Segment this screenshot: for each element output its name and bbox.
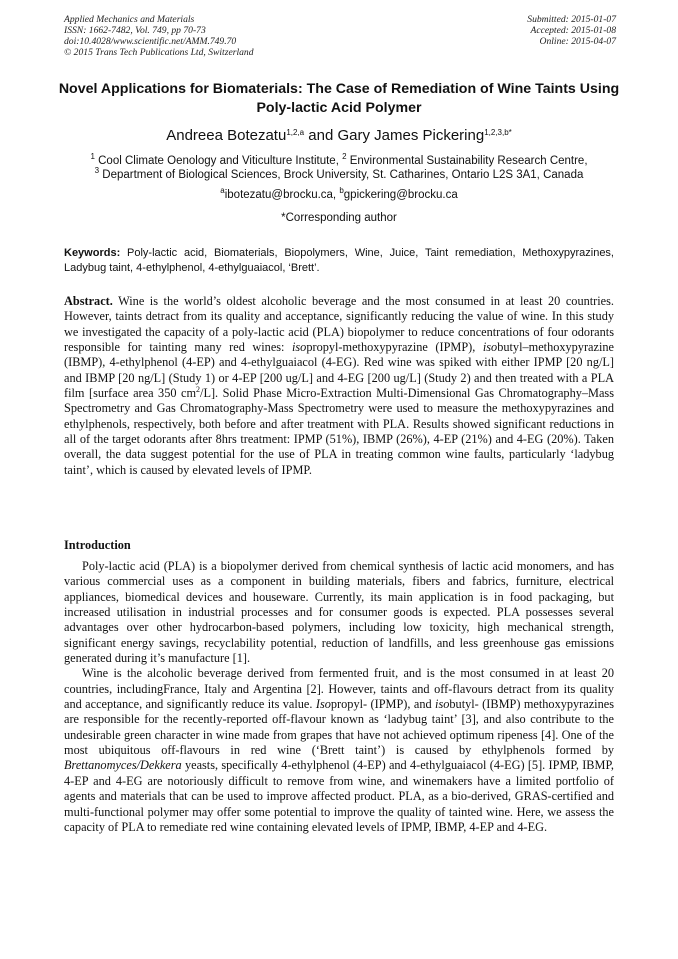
- paragraph-text: butyl- (IBMP) methoxypyrazines are responsible for the recently-reported off-flavour known as ‘ladybug taint’ [3], and also contribute to the undesirable green character in wine made from grapes that have not achieved optimum ripeness [4]. One of the most ubiquitous off-flavours in red wine (‘Brett taint’) is caused by ethylphenols formed by: [64, 697, 614, 758]
- paper-title: Novel Applications for Biomaterials: The Case of Remediation of Wine Taints Using Poly-lactic Acid Polymer: [58, 81, 620, 116]
- keywords-label: Keywords:: [64, 247, 121, 259]
- author-conjunction: and: [304, 127, 338, 144]
- email-address: gpickering@brocku.ca: [343, 189, 458, 201]
- affiliation-text: Department of Biological Sciences, Brock University, St. Catharines, Ontario L2S 3A1, Canada: [99, 169, 584, 181]
- introduction-paragraph-2: [64, 666, 614, 835]
- abstract: [64, 294, 614, 478]
- email-marker: b: [339, 186, 344, 195]
- paragraph-italic: iso: [435, 697, 450, 712]
- affiliation-text: Environmental Sustainability Research Centre,: [346, 155, 588, 167]
- paragraph-italic: Brettanomyces/Dekkera: [64, 758, 182, 773]
- introduction-body: [64, 559, 614, 835]
- affiliation-marker: 3: [94, 166, 100, 175]
- author-name: Gary James Pickering: [337, 127, 485, 144]
- abstract-label: Abstract.: [64, 294, 113, 308]
- submitted-date: Submitted: 2015-01-07: [527, 14, 616, 25]
- abstract-text: Wine is the world’s oldest alcoholic beverage and the most consumed in at least 20 countries. However, taints detract from its quality and acceptance, significantly reducing the value of wine. In this study we investigated the capacity of a poly-lactic acid (PLA) biopolymer to reduce concentrations of four odorants responsible for tainting many red wines:: [64, 294, 614, 355]
- author-name: Andreea Botezatu: [166, 127, 287, 144]
- affiliation-text: Cool Climate Oenology and Viticulture Institute,: [94, 155, 343, 167]
- paragraph-italic: Iso: [315, 697, 331, 712]
- abstract-text: /L]. Solid Phase Micro-Extraction Multi-Dimensional Gas Chromatography–Mass Spectrometry and Gas Chromatography-Mass Spectrometry were used to measure the methoxypyrazines and ethylphenols, respectively, both before and after treatment with PLA. Results showed significant reductions in all of the target odorants after 8hrs treatment: IPMP (51%), IBMP (26%), 4-EP (21%) and 4-EG (20%). Taken overall, the data suggest potential for the use of PLA in treating common wine faults, particularly ‘ladybug taint’, which is caused by elevated levels of IPMP.: [64, 386, 614, 477]
- affiliation-marker: 1: [90, 152, 95, 161]
- introduction-paragraph-1: Poly-lactic acid (PLA) is a biopolymer derived from chemical synthesis of lactic acid monomers, and has various commercial uses as a component in building materials, fibers and fabrics, furniture, electrical appliances, biomedical devices and houseware. Currently, its main application is in food packaging, but increased utilisation in industrial processes and for consumer goods is expected. PLA possesses several advantages over other hydrocarbon-based polymers, including low toxicity, high mechanical strength, significant energy savings, recyclability potential, reduction of landfills, and less greenhouse gas emissions generated during it’s manufacture [1].: [64, 559, 614, 666]
- paragraph-text: Wine is the alcoholic beverage derived from fermented fruit, and is the most consumed in at least 20 countries, includingFrance, Italy and Argentina [2]. However, taints and off-flavours detract from its quality and acceptance, and significantly reduce its value.: [64, 666, 614, 712]
- paragraph-text: yeasts, specifically 4-ethylphenol (4-EP) and 4-ethylguaiacol (4-EG) [5]. IPMP, IBMP, 4-EP and 4-EG are notoriously difficult to remove from wine, and winemakers have a limited portfolio of agents and materials that can be used to improve affected product. PLA, as a bio-derived, GRAS-certified and multi-functional polymer may offer some potential to improve the quality of tainted wine. Here, we assess the capacity of PLA to remediate red wine containing elevated levels of IPMP, IBMP, 4-EP and 4-EG.: [64, 758, 614, 834]
- author-superscript: 1,2,a: [286, 128, 305, 137]
- keywords: [64, 246, 614, 275]
- keywords-text: Poly-lactic acid, Biomaterials, Biopolymers, Wine, Juice, Taint remediation, Methoxypyrazines, Ladybug taint, 4-ethylphenol, 4-ethylguaiacol, ‘Brett’.: [64, 247, 614, 274]
- affiliation-marker: 2: [342, 152, 347, 161]
- copyright-line: © 2015 Trans Tech Publications Ltd, Switzerland: [64, 47, 254, 58]
- journal-name: Applied Mechanics and Materials: [64, 14, 195, 25]
- abstract-text: butyl–methoxypyrazine (IBMP), 4-ethylphenol (4-EP) and 4-ethylguaiacol (4-EG). Red wine was spiked with either IPMP [20 ng/L] and IBMP [20 ng/L] (Study 1) or 4-EP [200 ug/L] and 4-EG [200 ug/L] (Study 2) and then treated with a PLA film [surface area 350 cm: [64, 340, 614, 401]
- paragraph-text: propyl- (IPMP), and: [330, 697, 436, 712]
- email-address: ibotezatu@brocku.ca,: [224, 189, 340, 201]
- affiliations: [40, 154, 638, 182]
- doi-line: doi:10.4028/www.scientific.net/AMM.749.70: [64, 36, 237, 47]
- journal-info: [64, 14, 254, 58]
- author-superscript: 1,2,3,b*: [484, 128, 512, 137]
- author-list: [40, 127, 638, 145]
- abstract-text: propyl-methoxypyrazine (IPMP),: [306, 340, 483, 355]
- abstract-italic: iso: [482, 340, 498, 355]
- author-emails: [40, 188, 638, 202]
- abstract-italic: iso: [291, 340, 307, 355]
- submission-dates: [527, 14, 616, 47]
- abstract-superscript: 2: [196, 385, 201, 395]
- online-date: Online: 2015-04-07: [539, 36, 616, 47]
- corresponding-author-note: *Corresponding author: [281, 212, 397, 224]
- email-marker: a: [220, 186, 225, 195]
- introduction-heading: Introduction: [64, 538, 131, 552]
- accepted-date: Accepted: 2015-01-08: [530, 25, 616, 36]
- issn-line: ISSN: 1662-7482, Vol. 749, pp 70-73: [64, 25, 206, 36]
